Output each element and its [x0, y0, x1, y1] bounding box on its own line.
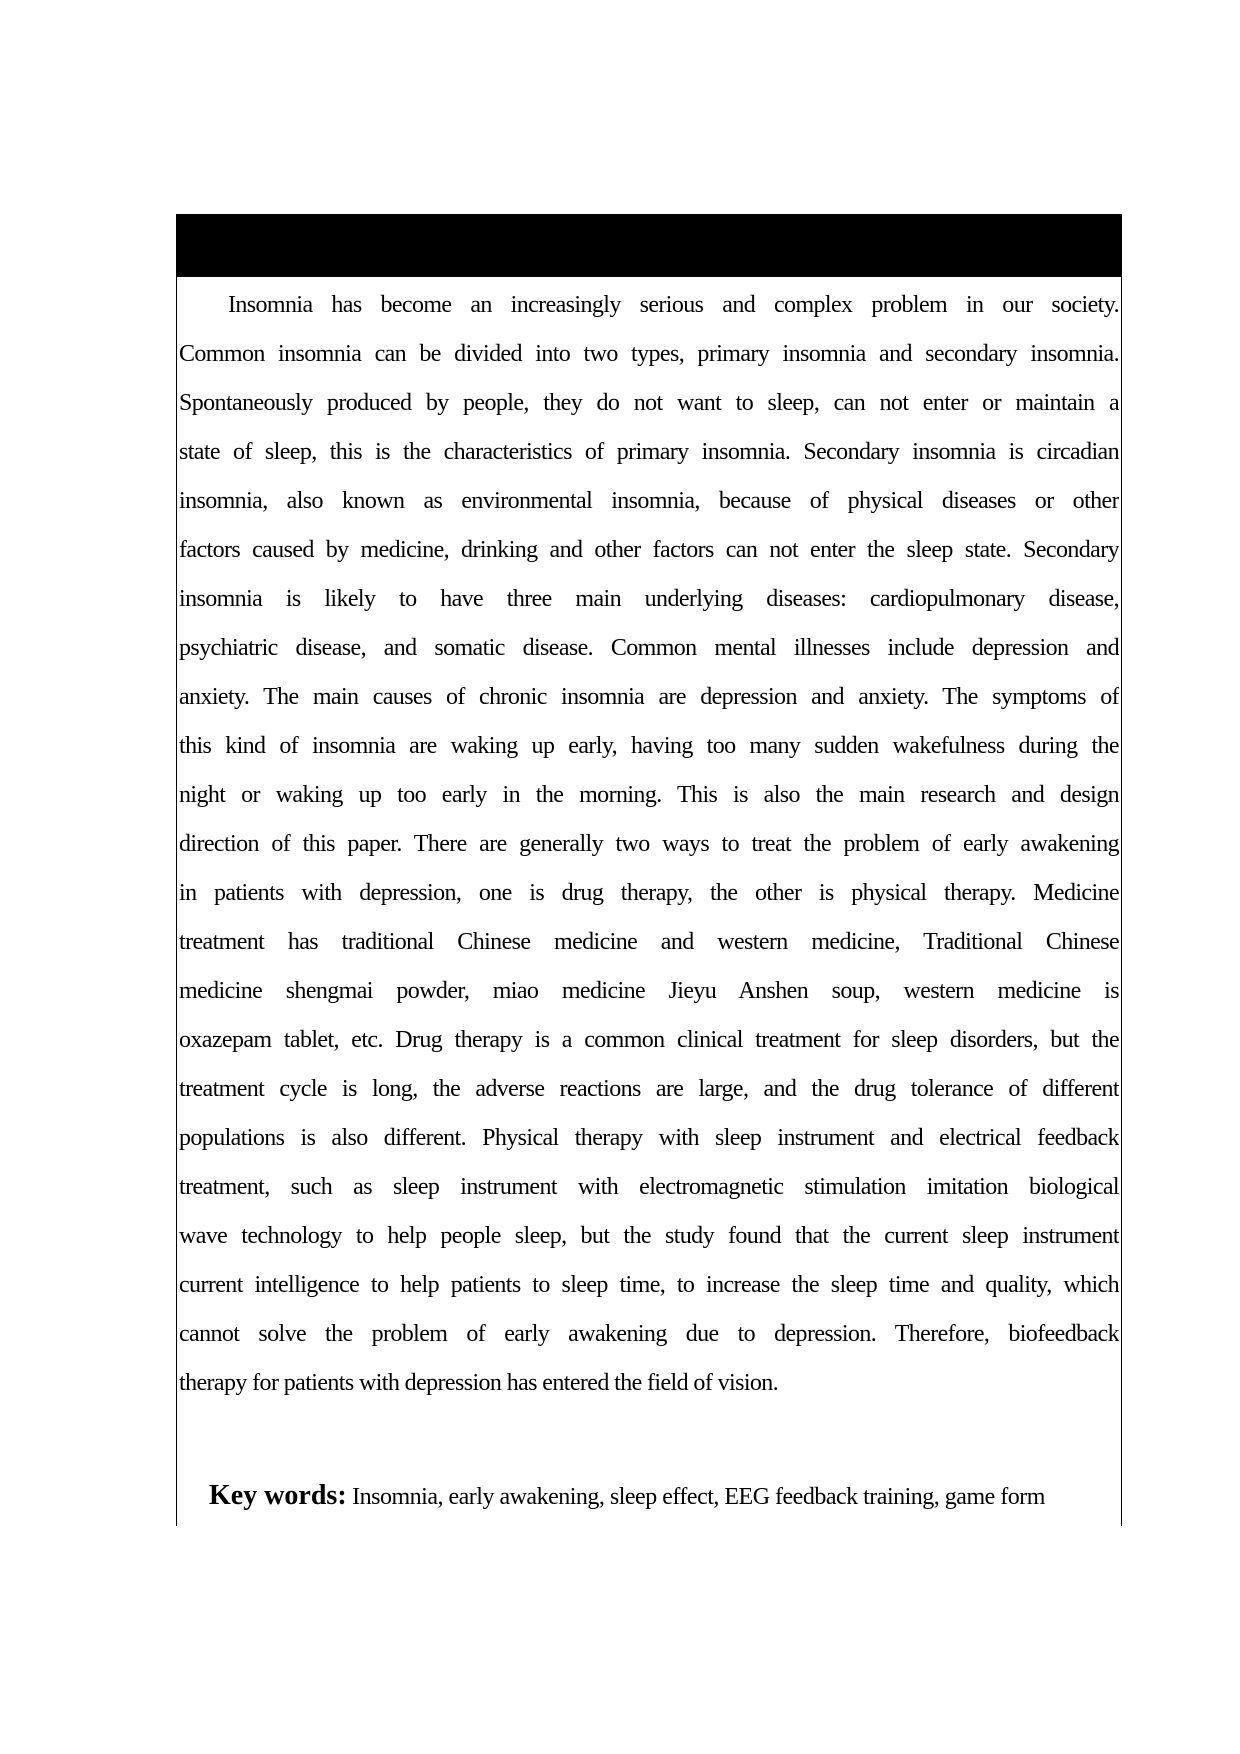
- abstract-line: treatment, such as sleep instrument with electromagnetic stimulation imitation biological: [179, 1174, 1119, 1200]
- abstract-line: Insomnia has become an increasingly serious and complex problem in our society.: [228, 292, 1119, 318]
- abstract-line: factors caused by medicine, drinking and other factors can not enter the sleep state. Secondary: [179, 537, 1119, 563]
- abstract-line: oxazepam tablet, etc. Drug therapy is a common clinical treatment for sleep disorders, but the: [179, 1027, 1119, 1053]
- abstract-body: [179, 281, 1119, 1408]
- abstract-line: wave technology to help people sleep, but the study found that the current sleep instrument: [179, 1223, 1119, 1249]
- abstract-line: cannot solve the problem of early awakening due to depression. Therefore, biofeedback: [179, 1321, 1119, 1347]
- abstract-line: insomnia, also known as environmental insomnia, because of physical diseases or other: [179, 488, 1119, 514]
- abstract-line: psychiatric disease, and somatic disease. Common mental illnesses include depression and: [179, 635, 1119, 661]
- abstract-line: night or waking up too early in the morning. This is also the main research and design: [179, 782, 1119, 808]
- abstract-line: populations is also different. Physical therapy with sleep instrument and electrical feedback: [179, 1125, 1119, 1151]
- keywords-value: Insomnia, early awakening, sleep effect, EEG feedback training, game form: [346, 1484, 1045, 1510]
- abstract-line: state of sleep, this is the characteristics of primary insomnia. Secondary insomnia is circadian: [179, 439, 1119, 465]
- abstract-line: Common insomnia can be divided into two types, primary insomnia and secondary insomnia.: [179, 341, 1119, 367]
- keywords-label: Key words:: [209, 1480, 347, 1511]
- abstract-line: treatment has traditional Chinese medicine and western medicine, Traditional Chinese: [179, 929, 1119, 955]
- title-bar: [177, 214, 1121, 277]
- abstract-line: therapy for patients with depression has entered the field of vision.: [179, 1370, 779, 1396]
- keywords: [209, 1480, 1119, 1513]
- abstract-line: insomnia is likely to have three main underlying diseases: cardiopulmonary disease,: [179, 586, 1119, 612]
- abstract-line: direction of this paper. There are generally two ways to treat the problem of early awakening: [179, 831, 1119, 857]
- abstract-line: current intelligence to help patients to sleep time, to increase the sleep time and quality, which: [179, 1272, 1119, 1298]
- abstract-line: medicine shengmai powder, miao medicine Jieyu Anshen soup, western medicine is: [179, 978, 1119, 1004]
- abstract-frame: [176, 214, 1122, 1526]
- abstract-line: anxiety. The main causes of chronic insomnia are depression and anxiety. The symptoms of: [179, 684, 1119, 710]
- abstract-line: this kind of insomnia are waking up early, having too many sudden wakefulness during the: [179, 733, 1119, 759]
- abstract-line: Spontaneously produced by people, they do not want to sleep, can not enter or maintain a: [179, 390, 1119, 416]
- abstract-line: treatment cycle is long, the adverse reactions are large, and the drug tolerance of different: [179, 1076, 1119, 1102]
- abstract-line: in patients with depression, one is drug therapy, the other is physical therapy. Medicine: [179, 880, 1119, 906]
